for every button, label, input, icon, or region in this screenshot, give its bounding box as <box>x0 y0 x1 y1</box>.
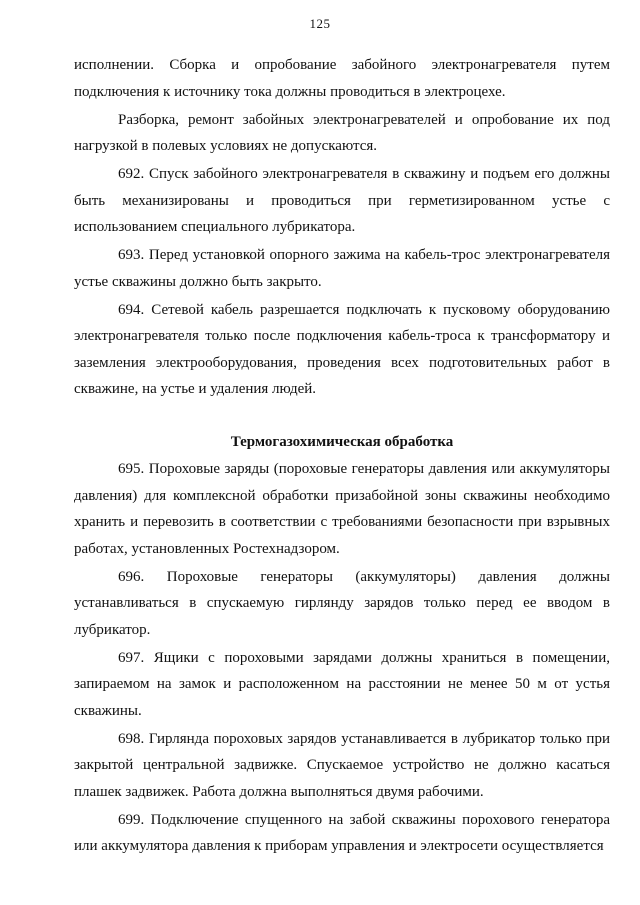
paragraph-699: 699. Подключение спущенного на забой скважины порохового генератора или аккумулятора давления к приборам управления и электросети осуществляется <box>74 811 610 854</box>
page-number: 125 <box>309 16 331 31</box>
paragraph-695: 695. Пороховые заряды (пороховые генераторы давления или аккумуляторы давления) для комплексной обработки призабойной зоны скважины необходимо хранить и перевозить в соответствии с требованиями безопасности при взрывных работах, установленных Ростехнадзором. <box>74 461 610 557</box>
paragraph-698: 698. Гирлянда пороховых зарядов устанавливается в лубрикатор только при закрытой центральной задвижке. Спускаемое устройство не должно касаться плашек задвижек. Работа должна выполняться двумя рабочими. <box>74 730 610 800</box>
document-body <box>74 52 610 860</box>
paragraph-disassembly: Разборка, ремонт забойных электронагревателей и опробование их под нагрузкой в полевых условиях не допускаются. <box>74 111 610 154</box>
paragraph-692: 692. Спуск забойного электронагревателя в скважину и подъем его должны быть механизированы и проводиться при герметизированном устье с использованием специального лубрикатора. <box>74 166 610 235</box>
paragraph-694: 694. Сетевой кабель разрешается подключать к пусковому оборудованию электронагревателя только после подключения кабель-троса к трансформатору и заземления электрооборудования, проведения всех подготовительных работ в скважине, на устье и удаления людей. <box>74 301 610 397</box>
section-heading: Термогазохимическая обработка <box>230 433 454 450</box>
paragraph-696: 696. Пороховые генераторы (аккумуляторы) давления должны устанавливаться в спускаемую гирлянду зарядов только перед ее вводом в лубрикатор. <box>74 568 610 638</box>
paragraph-693: 693. Перед установкой опорного зажима на кабель-трос электронагревателя устье скважины должно быть закрыто. <box>74 247 610 290</box>
paragraph-continuation: исполнении. Сборка и опробование забойного электронагревателя путем подключения к источнику тока должны проводиться в электроцехе. <box>74 57 610 100</box>
paragraph-697: 697. Ящики с пороховыми зарядами должны храниться в помещении, запираемом на замок и расположенном на расстоянии не менее 50 м от устья скважины. <box>74 649 610 719</box>
